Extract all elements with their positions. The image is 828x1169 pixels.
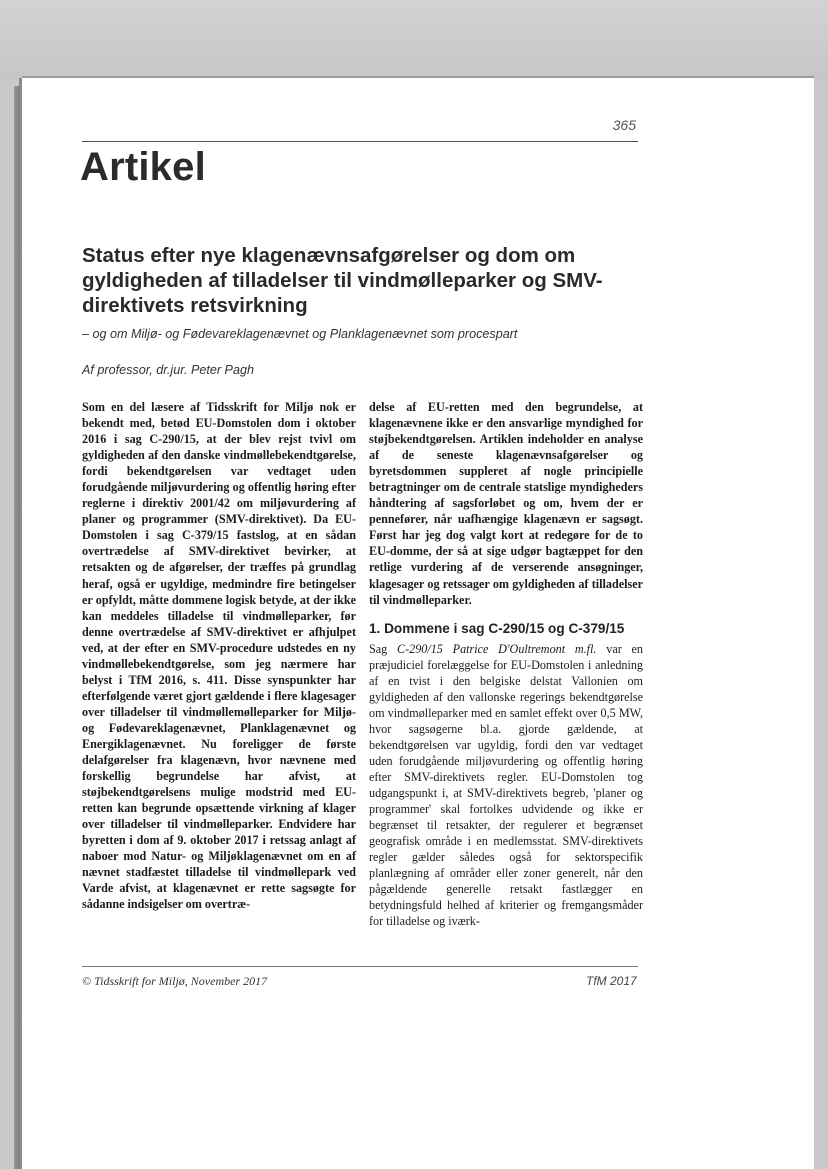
article-title: Status efter nye klagenævnsafgørelser og dom om gyldigheden af tilladelser til vindmølleparker og SMV-direktivets retsvirkning	[82, 244, 603, 317]
footer-copyright: © Tidsskrift for Miljø, November 2017	[82, 974, 268, 988]
scan-background	[0, 0, 828, 80]
abstract-text: Som en del læsere af Tidsskrift for Miljø nok er bekendt med, betød EU-Domstolen dom i oktober 2016 i sag C-290/15, at der blev rejst tvivl om gyldigheden af den danske vindmøllebekendtgørelse, fordi bekendtgørelsen var vedtaget uden forudgående miljøvurdering og offentlig høring efter reglerne i direktiv 2001/42 om miljøvurdering af planer og programmer (SMV-direktivet). Da EU-Domstolen i sag C-379/15 fastslog, at en sådan overtrædelse af SMV-direktivet bevirker, at retsakten og de afgørelser, der træffes på grundlag heraf, også er ugyldige, medmindre fire betingelser er opfyldt, måtte dommene logisk betyde, at der ikke kan meddeles tilladelse til vindmølleparker, før denne overtrædelse af SMV-direktivet er afhjulpet ved, at der efter en SMV-procedure udstedes en ny vindmøllebekendtgørelse, som jeg nærmere har belyst i TfM 2016, s. 411. Disse synspunkter har efterfølgende været gjort gældende i flere klagesager over tilladelser til vindmøllemølleparker for Miljø- og Fødevareklagenævnet, Planklagenævnet og Energiklagenævnet. Nu foreligger de første delafgørelser fra klagenævn, hvor nævnene med forskellig begrundelse har afvist, at støjbekendtgørelsens mulige modstrid med EU-retten kan begrunde opsættende virkning af klager over tilladelser til vindmølleparker. Endvidere har byretten i dom af 9. oktober 2017 i retssag anlagt af naboer mod Natur- og Miljøklagenævnet om en af nævnet stadfæstet tilladelse til vindmøllepark ved Varde afvist, at klagenævnet er rette sagsøgte for sådanne indsigelser om overtræ-	[82, 400, 356, 912]
section-heading: 1. Dommene i sag C-290/15 og C-379/15	[369, 620, 625, 636]
left-column	[82, 399, 356, 913]
right-column	[369, 399, 643, 929]
section-text-prefix: Sag	[369, 641, 388, 656]
paper-edge	[14, 86, 22, 1169]
article-subtitle: – og om Miljø- og Fødevareklagenævnet og Planklagenævnet som procespart	[82, 327, 518, 341]
section-paragraph	[369, 641, 643, 930]
header-rule	[82, 141, 638, 142]
footer-rule	[82, 966, 638, 967]
section-text: var en præjudiciel forelæggelse for EU-Domstolen i anledning af en tvist i den belgiske delstat Vallonien om gyldigheden af den vallonske regerings bekendtgørelse om vindmølleparker med en samlet effekt over 0,5 MW, hvor sagsøgerne bl.a. gjorde gældende, at bekendtgørelsen var ugyldig, fordi den var vedtaget uden forudgående miljøvurdering og offentlig høring efter SMV-direktivets regler. EU-Domstolen tog udgangspunkt i, at SMV-direktivets begreb, 'planer og programmer' skal fortolkes udvidende og ikke er begrænset til retsakter, der regulerer et begrænset geografisk område i en medlemsstat. SMV-direktivets regler gælder således også for sektorspecifik planlægning af områder eller zoner generelt, når den pågældende generelle retsakt fastlægger en betydningsfuld helhed af kriterier og fremgangsmåder for tilladelse og iværk-	[369, 641, 643, 929]
abstract-continuation: delse af EU-retten med den begrundelse, at klagenævnene ikke er den ansvarlige myndighed for støjbekendtgørelsen. Artiklen indeholder en analyse af de seneste klagenævnsafgørelser og byretsdommen suppleret af nogle principielle betragtninger om de centrale statslige myndigheders håndtering af sagsforløbet og om, hvem der er pennefører, når uafhængige klagenævn er sagsøgt. Først har jeg dog valgt kort at redegøre for de to EU-domme, der så at sige udgør bagtæppet for den retlige vurdering af de verserende ansøgninger, klagesager og retssager om gyldigheden af tilladelser til vindmølleparker.	[369, 400, 643, 607]
footer-journal: TfM 2017	[586, 974, 637, 988]
case-reference: C-290/15 Patrice D'Oultremont m.fl.	[397, 641, 597, 656]
page-number: 365	[612, 117, 636, 133]
author-byline: Af professor, dr.jur. Peter Pagh	[82, 363, 254, 377]
section-label: Artikel	[80, 145, 206, 189]
